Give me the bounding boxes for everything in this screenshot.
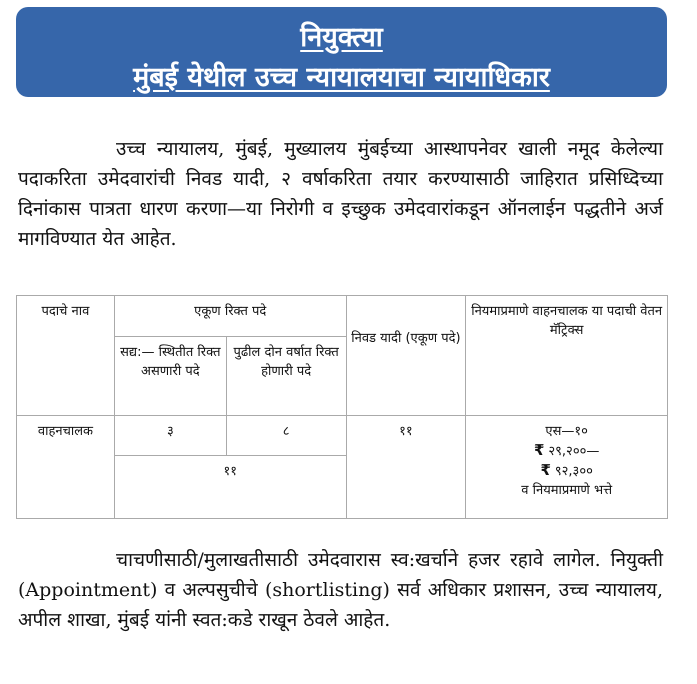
pay-note: व नियमाप्रमाणे भत्ते [521,482,613,498]
header-total-vacancies: एकूण रिक्त पदे [114,296,346,337]
pay-min: २९,२००— [548,443,600,459]
vacancy-table [16,295,668,519]
cell-pay-matrix [466,415,668,518]
rupee-icon: ₹ [540,460,551,479]
table-row [17,415,668,456]
closing-paragraph [18,545,663,635]
header-future-vacancies: पुढील दोन वर्षात रिक्त होणारी पदे [226,336,346,415]
header-current-vacancies: सद्य:— स्थितीत रिक्त असणारी पदे [114,336,226,415]
header-post-name: पदाचे नाव [17,296,115,416]
rupee-icon: ₹ [533,440,545,459]
pay-max: ९२,३०० [554,463,593,479]
cell-post-name: वाहनचालक [17,415,115,518]
intro-paragraph [18,134,663,254]
banner-title: नियुक्त्या [300,22,383,53]
title-banner [16,7,667,97]
pay-level: एस—१० [545,423,588,439]
cell-future-vacancies: ८ [226,415,346,456]
cell-current-vacancies: ३ [114,415,226,456]
header-pay-matrix: नियमाप्रमाणे वाहनचालक या पदाची वेतन मॅट्रिक्स [466,296,668,416]
banner-subtitle: मुंबई येथील उच्च न्यायालयाचा न्यायाधिकार [133,62,550,93]
header-selection-list: निवड यादी (एकूण पदे) [346,296,466,416]
cell-selection-list: ११ [346,415,466,518]
cell-total-vacancies: ११ [114,456,346,519]
closing-text: चाचणीसाठी/मुलाखतीसाठी उमेदवारास स्व:खर्चाने हजर रहावे लागेल. नियुक्ती (Appointment) व अल्पसुचीचे (shortlisting) सर्व अधिकार प्रशासन, उच्च न्यायालय, अपील शाखा, मुंबई यांनी स्वत:कडे राखून ठेवले आहेत. [18,549,663,631]
intro-text: उच्च न्यायालय, मुंबई, मुख्यालय मुंबईच्या आस्थापनेवर खाली नमूद केलेल्या पदाकरिता उमेदवारांची निवड यादी, २ वर्षाकरिता तयार करण्यासाठी जाहिरात प्रसिध्दिच्या दिनांकास पात्रता धारण करणा—या निरोगी व इच्छुक उमेदवारांकडून ऑनलाईन पद्धतीने अर्ज मागविण्यात येत आहेत. [18,138,663,250]
